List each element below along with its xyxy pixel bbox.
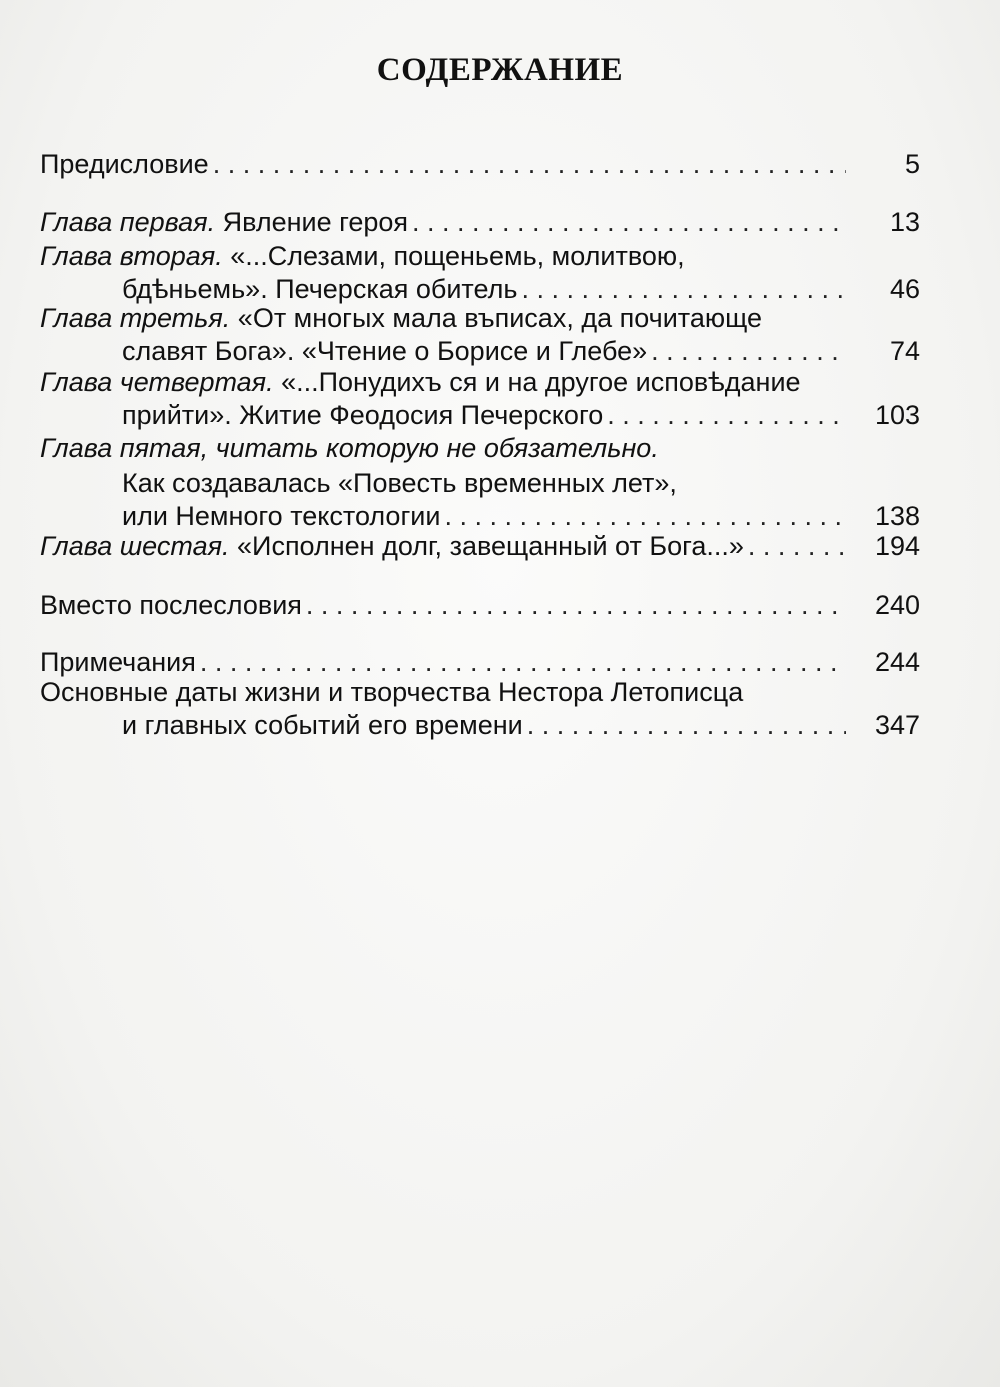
page-number: 244 — [874, 647, 920, 677]
entry-text: славят Бога». «Чтение о Борисе и Глебе» — [122, 336, 648, 366]
leader-dots — [306, 589, 846, 622]
entry-text: Явление героя — [215, 207, 409, 237]
entry-text: прийти». Житие Феодосия Печерского — [122, 400, 604, 430]
leader-dots — [412, 206, 846, 239]
entry-text: «...Понудихъ ся и на другое исповѣдание — [273, 367, 801, 397]
entry-text: Как создавалась «Повесть временных лет», — [122, 468, 677, 498]
entry-text: бдѣньемь». Печерская обитель — [122, 274, 518, 304]
leader-dots — [748, 530, 846, 563]
chapter-label: Глава вторая. — [40, 241, 223, 271]
toc-entry-afterword[interactable] — [40, 589, 920, 622]
entry-text: Предисловие — [40, 149, 209, 179]
entry-text: Примечания — [40, 647, 196, 677]
page-number: 194 — [874, 531, 920, 561]
leader-dots — [213, 148, 846, 181]
chapter-label: Глава первая. — [40, 207, 216, 237]
page-number: 74 — [889, 336, 920, 366]
entry-text: Основные даты жизни и творчества Нестора Летописца — [40, 677, 744, 707]
page-number: 103 — [874, 400, 920, 430]
toc-entry-chapter-1[interactable] — [40, 206, 920, 239]
entry-text: «Исполнен долг, завещанный от Бога...» — [229, 531, 744, 561]
leader-dots — [607, 399, 846, 432]
entry-text: Вместо послесловия — [40, 590, 302, 620]
toc-entry-chronology[interactable] — [40, 676, 920, 742]
chapter-label: Глава третья. — [40, 303, 231, 333]
page-title: СОДЕРЖАНИЕ — [376, 52, 624, 88]
chapter-label: Глава пятая, читать которую не обязательно. — [40, 433, 659, 463]
leader-dots — [200, 646, 846, 679]
chapter-label: Глава шестая. — [40, 531, 230, 561]
toc-entry-chapter-2[interactable] — [40, 240, 920, 306]
entry-text: и главных событий его времени — [122, 710, 523, 740]
entry-text: «...Слезами, пощеньемь, молитвою, — [222, 241, 685, 271]
entry-text: или Немного текстологии — [122, 501, 441, 531]
leader-dots — [444, 500, 846, 533]
page-number: 5 — [904, 149, 920, 179]
chapter-label: Глава четвертая. — [40, 367, 274, 397]
toc-entry-chapter-3[interactable] — [40, 302, 920, 368]
leader-dots — [527, 709, 846, 742]
toc-entry-notes[interactable] — [40, 646, 920, 679]
page-number: 13 — [889, 207, 920, 237]
toc-entry-chapter-4[interactable] — [40, 366, 920, 432]
toc-entry-chapter-5[interactable] — [40, 432, 920, 533]
page-number: 240 — [874, 590, 920, 620]
entry-text: «От многых мала въписах, да почитающе — [230, 303, 763, 333]
leader-dots — [651, 335, 846, 368]
toc-entry-chapter-6[interactable] — [40, 530, 920, 563]
page-number: 46 — [889, 274, 920, 304]
toc-entry-preface[interactable] — [40, 148, 920, 181]
page-number: 347 — [874, 710, 920, 740]
page-number: 138 — [874, 501, 920, 531]
